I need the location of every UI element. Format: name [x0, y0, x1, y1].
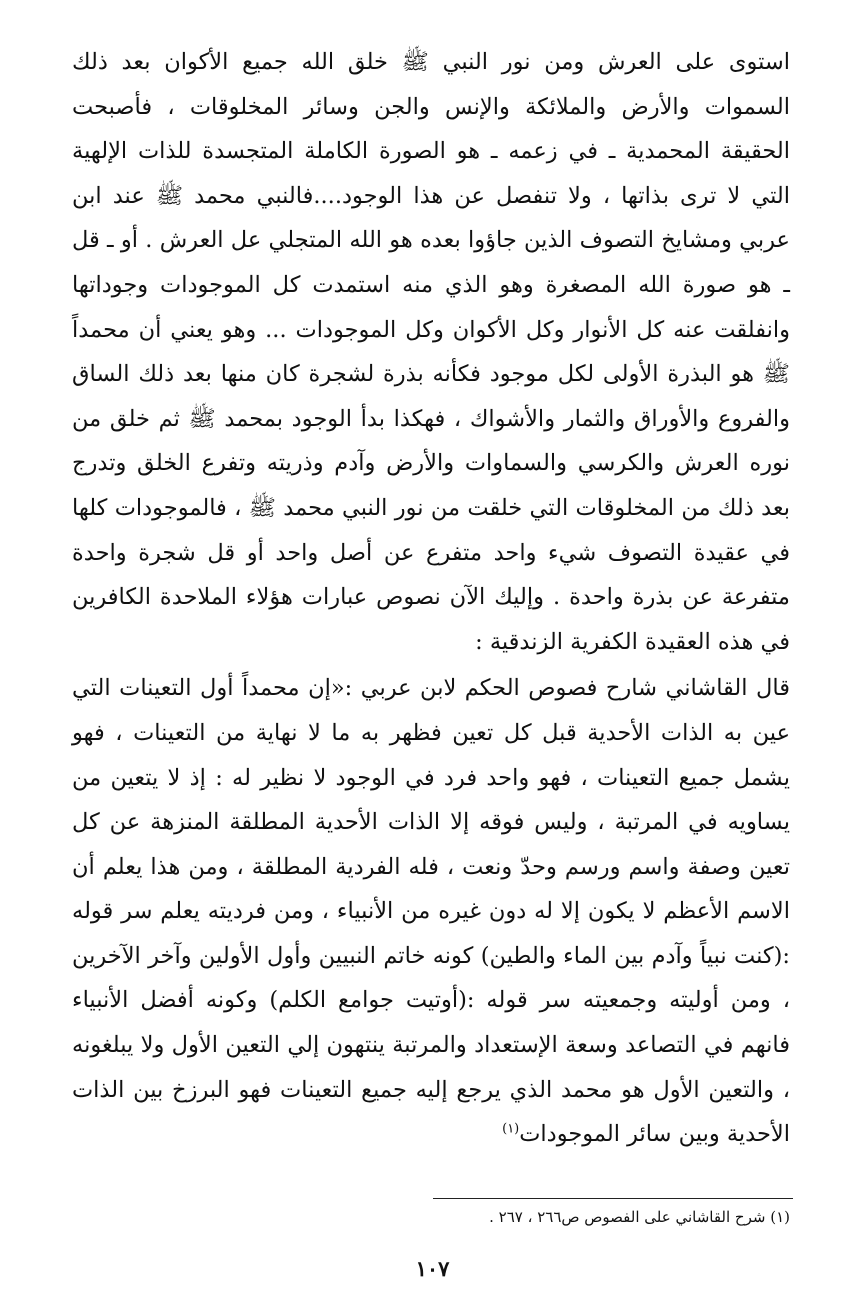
- paragraph-2-text: قال القاشاني شارح فصوص الحكم لابن عربي :«إن محمداً أول التعينات التي عين به الذات الأحدية قبل كل تعين فظهر به ما لا نهاية من التعينات ، فهو يشمل جميع التعينات ، فهو واحد فرد في الوجود لا نظير له : إذ لا يتعين من يساويه في المرتبة ، وليس فوقه إلا الذات الأحدية المطلقة المنزهة عن كل تعين وصفة واسم ورسم وحدّ ونعت ، فله الفردية المطلقة ، ومن هذا يعلم أن الاسم الأعظم لا يكون إلا له دون غيره من الأنبياء ، ومن فرديته يعلم سر قوله :(كنت نبياً وآدم بين الماء والطين) كونه خاتم النبيين وأول الأولين وآخر الآخرين ، ومن أوليته وجمعيته سر قوله :(أوتيت جوامع الكلم) وكونه أفضل الأنبياء فانهم في التصاعد وسعة الإستعداد والمرتبة ينتهون إلي التعين الأول ولا يبلغونه ، والتعين الأول هو محمد الذي يرجع إليه جميع التعينات فهو البرزخ بين الذات الأحدية وبين سائر الموجودات: [72, 675, 790, 1148]
- footnote: (١) شرح القاشاني على الفصوص ص٢٦٦ ، ٢٦٧ .: [489, 1208, 790, 1226]
- footnote-separator: [433, 1198, 793, 1199]
- footnote-reference[interactable]: (١): [502, 1121, 520, 1137]
- page-number: ١٠٧: [415, 1256, 450, 1281]
- page-body: [72, 40, 790, 1157]
- paragraph-1: استوى على العرش ومن نور النبي ﷺ خلق الله جميع الأكوان بعد ذلك السموات والأرض والملائكة والإنس والجن وسائر المخلوقات ، فأصبحت الحقيقة المحمدية ـ في زعمه ـ هو الصورة الكاملة المتجسدة للذات الإلهية التي لا ترى بذاتها ، ولا تنفصل عن هذا الوجود....فالنبي محمد ﷺ عند ابن عربي ومشايخ التصوف الذين جاؤوا بعده هو الله المتجلي عل العرش . أو ـ قل ـ هو صورة الله المصغرة وهو الذي منه استمدت كل الموجودات وجوداتها وانفلقت عنه كل الأنوار وكل الأكوان وكل الموجودات ... وهو يعني أن محمداً ﷺ هو البذرة الأولى لكل موجود فكأنه بذرة لشجرة كان منها بعد ذلك الساق والفروع والأوراق والثمار والأشواك ، فهكذا بدأ الوجود بمحمد ﷺ ثم خلق من نوره العرش والكرسي والسماوات والأرض وآدم وذريته وتفرع الخلق وتدرج بعد ذلك من المخلوقات التي خلقت من نور النبي محمد ﷺ ، فالموجودات كلها في عقيدة التصوف شيء واحد متفرع عن أصل واحد أو قل شجرة واحدة متفرعة عن بذرة واحدة . وإليك الآن نصوص عبارات هؤلاء الملاحدة الكافرين في هذه العقيدة الكفرية الزندقية :: [72, 49, 790, 655]
- paragraph-2: [72, 666, 790, 1157]
